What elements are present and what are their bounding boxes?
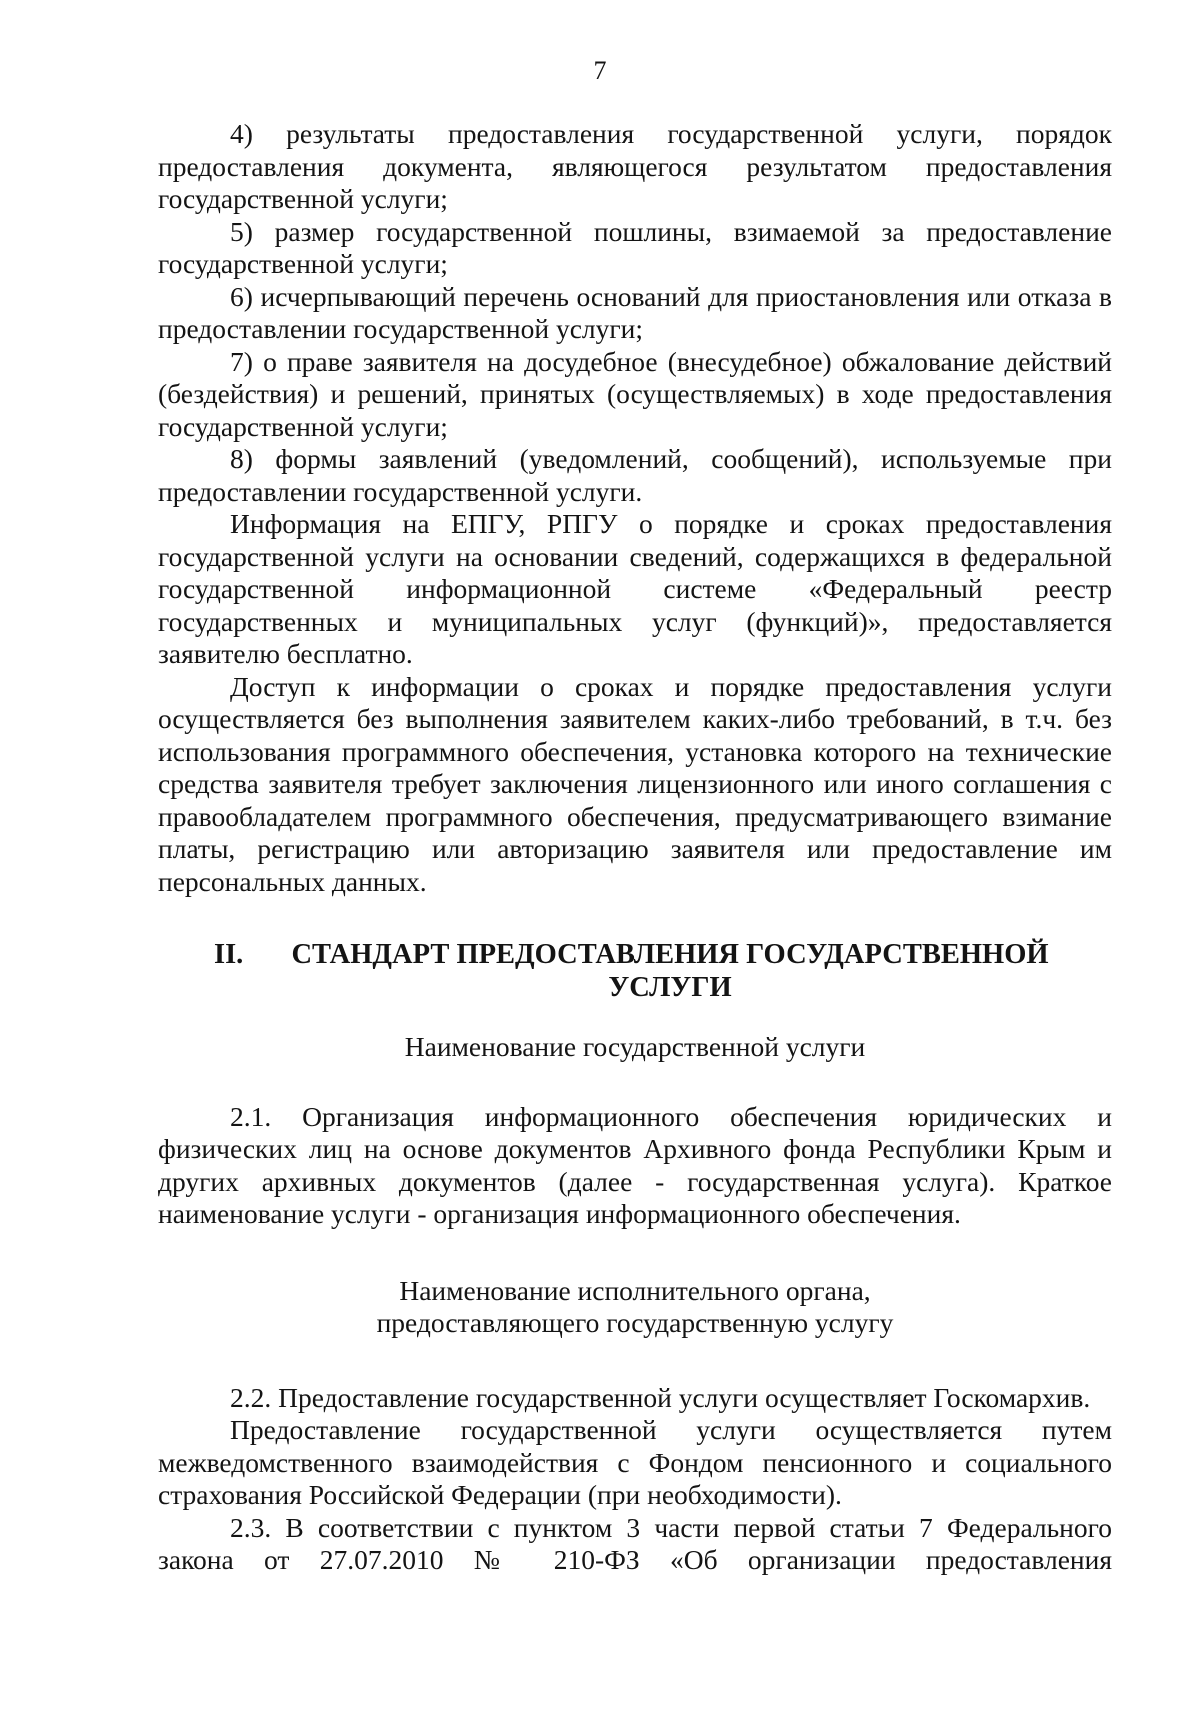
paragraph-info-epgu: Информация на ЕПГУ, РПГУ о порядке и сроках предоставления государственной услуги на основании сведений, содержащихся в федеральной государственной информационной системе «Федеральный реестр государственных и муниципальных услуг (функций)», предоставляется заявителю бесплатно. — [158, 508, 1112, 669]
paragraph-2-2-interaction: Предоставление государственной услуги осуществляется путем межведомственного взаимодействия с Фондом пенсионного и социального страхования Российской Федерации (при необходимости). — [158, 1414, 1112, 1510]
subheading-service-name: Наименование государственной услуги — [404, 1031, 866, 1062]
section-heading — [158, 938, 1112, 1004]
page-number: 7 — [593, 56, 607, 85]
paragraph-2-2: 2.2. Предоставление государственной услуги осуществляет Госкомархив. — [230, 1381, 1091, 1413]
paragraph-item-6: 6) исчерпывающий перечень оснований для приостановления или отказа в предоставлении государственной услуги; — [158, 280, 1112, 344]
subheading-executive-body-line1: Наименование исполнительного органа, — [399, 1274, 871, 1306]
document-body — [158, 118, 1112, 1577]
paragraph-item-8: 8) формы заявлений (уведомлений, сообщений), используемые при предоставлении государственной услуги. — [158, 443, 1112, 507]
paragraph-item-5: 5) размер государственной пошлины, взимаемой за предоставление государственной услуги; — [158, 215, 1112, 279]
paragraph-info-access: Доступ к информации о сроках и порядке предоставления услуги осуществляется без выполнения заявителем каких-либо требований, в т.ч. без использования программного обеспечения, установка которого на технические средства заявителя требует заключения лицензионного или иного соглашения с правообладателем программного обеспечения, предусматривающего взимание платы, регистрацию или авторизацию заявителя или предоставление им персональных данных. — [158, 670, 1112, 897]
subheading-executive-body-line2: предоставляющего государственную услугу — [376, 1307, 894, 1338]
paragraph-2-3: 2.3. В соответствии с пунктом 3 части первой статьи 7 Федерального закона от 27.07.2010 № 210-ФЗ «Об организации предоставления — [158, 1511, 1112, 1575]
paragraph-2-1: 2.1. Организация информационного обеспечения юридических и физических лиц на основе документов Архивного фонда Республики Крым и других архивных документов (далее - государственная услуга). Краткое наименование услуги - организация информационного обеспечения. — [158, 1100, 1112, 1229]
subheading-executive-body — [158, 1275, 1112, 1340]
section-title: СТАНДАРТ ПРЕДОСТАВЛЕНИЯ ГОСУДАРСТВЕННОЙ УСЛУГИ — [291, 939, 1049, 1003]
paragraph-item-4: 4) результаты предоставления государственной услуги, порядок предоставления документа, являющегося результатом предоставления государственной услуги; — [158, 118, 1112, 214]
section-number: II. — [214, 939, 244, 970]
paragraph-item-7: 7) о праве заявителя на досудебное (внесудебное) обжалование действий (бездействия) и решений, принятых (осуществляемых) в ходе предоставления государственной услуги; — [158, 345, 1112, 442]
